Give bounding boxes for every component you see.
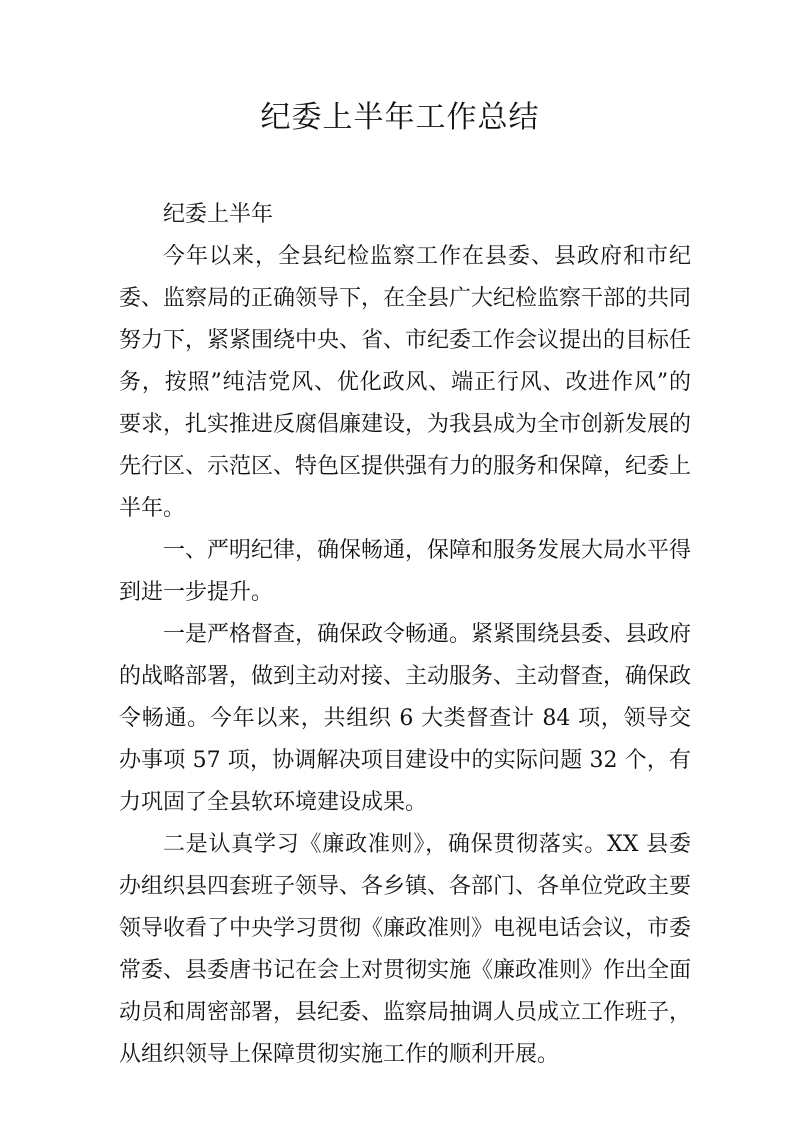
paragraph-heading: 纪委上半年 <box>163 202 274 227</box>
document-title: 纪委上半年工作总结 <box>260 100 540 135</box>
paragraph-intro: 今年以来，全县纪检监察工作在县委、县政府和市纪委、监察局的正确领导下，在全县广大纪检监察干部的共同努力下，紧紧围绕中央、省、市纪委工作会议提出的目标任务，按照”纯洁党风、优化政风、端正行风、改进作风”的要求，扎实推进反腐倡廉建设，为我县成为全市创新发展的先行区、示范区、特色区提供强有力的服务和保障，纪委上半年。 <box>119 244 692 521</box>
paragraph-section-one: 一、严明纪律，确保畅通，保障和服务发展大局水平得到进一步提升。 <box>119 538 692 605</box>
paragraph-item-two: 二是认真学习《廉政准则》，确保贯彻落实。XX 县委办组织县四套班子领导、各乡镇、各部门、各单位党政主要领导收看了中央学习贯彻《廉政准则》电视电话会议，市委常委、县委唐书记在会上对贯彻实施《廉政准则》作出全面动员和周密部署，县纪委、监察局抽调人员成立工作班子，从组织领导上保障贯彻实施工作的顺利开展。 <box>119 832 692 1067</box>
paragraph-item-one: 一是严格督查，确保政令畅通。紧紧围绕县委、县政府的战略部署，做到主动对接、主动服务、主动督查，确保政令畅通。今年以来，共组织 6 大类督查计 84 项，领导交办事项 57 项，协调解决项目建设中的实际问题 32 个，有力巩固了全县软环境建设成果。 <box>119 622 692 815</box>
document-body <box>119 194 691 1076</box>
